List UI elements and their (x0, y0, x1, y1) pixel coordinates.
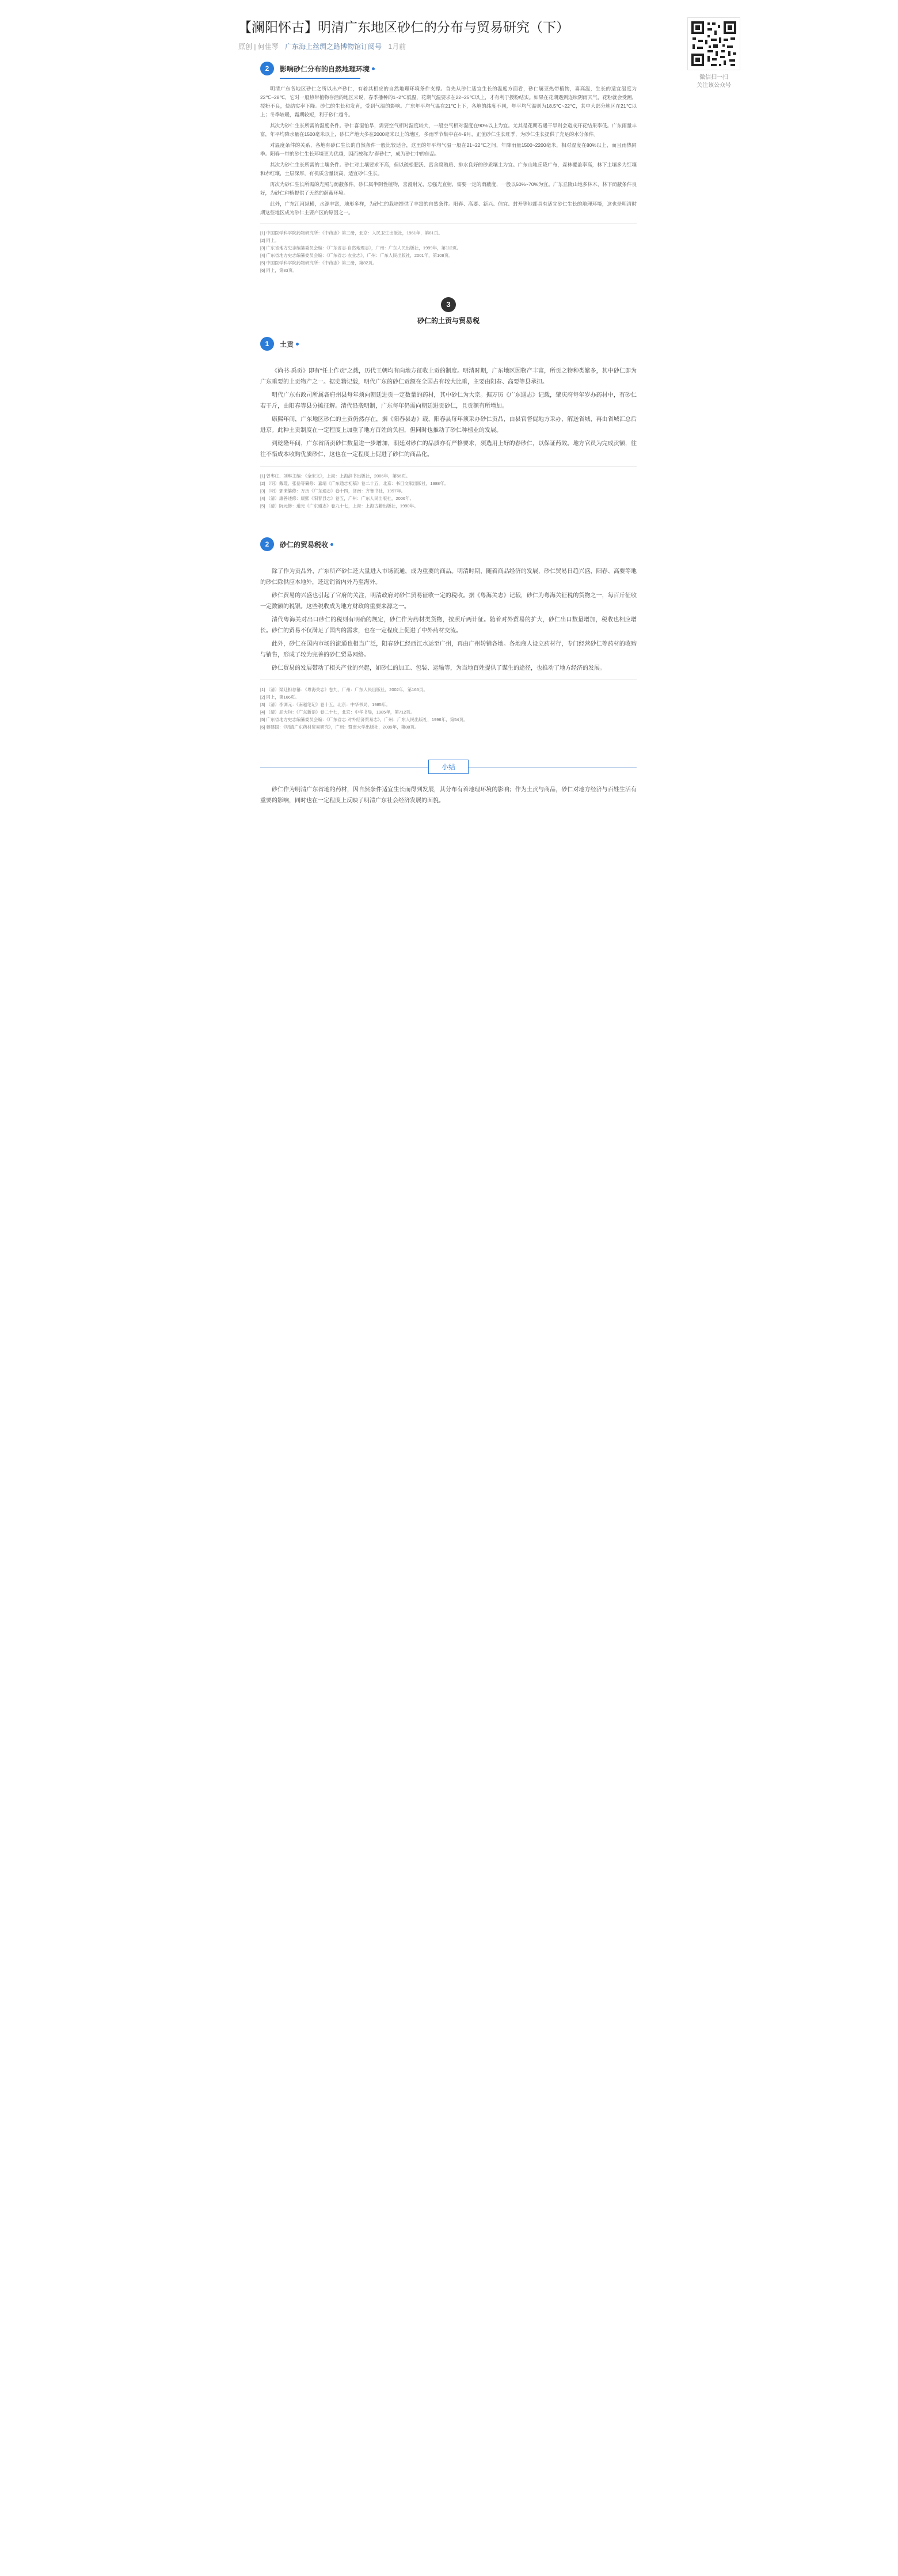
summary-paragraph: 砂仁作为明清广东省地的药材，因自然条件适宜生长而得到发展，其分布有着地理环境的影响；作为土贡与商品，砂仁对地方经济与百姓生活有重要的影响，同时也在一定程度上反映了明清广东社会经济发展的面貌。 (260, 787, 637, 804)
article-title: 【澜阳怀古】明清广东地区砂仁的分布与贸易研究（下） (238, 20, 569, 35)
article-time: 1月前 (388, 43, 406, 51)
body-paragraph: 清代粤海关对出口砂仁的税则有明确的规定，砂仁作为药材类货物，按照斤两计征。随着对外贸易的扩大，砂仁出口数量增加，税收也相应增长。砂仁的贸易不仅满足了国内的需求，也在一定程度上促进了中外药材交流。 (260, 617, 637, 634)
part-number-badge: 3 (441, 297, 456, 312)
section-number-badge: 2 (260, 62, 274, 75)
footnote: [3] 广东省地方史志编纂委员会编：《广东省志·自然地理志》，广州：广东人民出版社，1999年，第112页。 (260, 245, 462, 251)
qr-code-graphic (688, 18, 740, 70)
footnote: [5] （清）阮元修：道光《广东通志》卷九十七，上海：上海古籍出版社，1990年。 (260, 503, 418, 509)
body-paragraph: 其次为砂仁生长所需的湿度条件。砂仁喜湿怕旱，需要空气相对湿度较大，一般空气相对湿度在90%以上为宜。尤其是花期若遇干旱则会造成开花结果率低。广东雨量丰富，年平均降水量在1500毫米以上，砂仁产地大多在2000毫米以上的地区，多雨季节集中在4~9月，正值砂仁生长旺季，为砂仁生长提供了充足的水分条件。 (260, 123, 637, 137)
section-2-header (260, 62, 659, 75)
summary-header (238, 760, 659, 774)
section-title: 影响砂仁分布的自然地理环境 (280, 65, 370, 73)
body-paragraph: 明代广东布政司所属各府州县每年须向朝廷进贡一定数量的药材，其中砂仁为大宗。据万历《广东通志》记载，肇庆府每年岁办药材中，有砂仁若干斤，由阳春等县分摊征解。清代沿袭明制，广东每年仍需向朝廷进贡砂仁，且贡额有所增加。 (260, 392, 637, 409)
footnote: [1] （清）梁廷枏总纂：《粤海关志》卷九，广州：广东人民出版社，2002年，第165页。 (260, 687, 428, 692)
body-paragraph: 其次为砂仁生长所需的土壤条件。砂仁对土壤要求不高，但以疏松肥沃、富含腐殖质、排水良好的砂质壤土为宜。广东山地丘陵广布，森林覆盖率高，林下土壤多为红壤和赤红壤，土层深厚，有机质含量较高，适宜砂仁生长。 (260, 162, 637, 176)
section-2-footnotes (238, 229, 659, 274)
sub-2-header (260, 537, 659, 551)
body-paragraph: 砂仁贸易的发展带动了相关产业的兴起，如砂仁的加工、包装、运输等，为当地百姓提供了谋生的途径，也推动了地方经济的发展。 (272, 665, 606, 671)
article (238, 12, 659, 806)
body-paragraph: 此外，广东江河纵横，水源丰富，地形多样，为砂仁的栽培提供了丰富的自然条件。阳春、高要、新兴、信宜、封开等地都具有适宜砂仁生长的地理环境，这也是明清时期这些地区成为砂仁主要产区的原因之一。 (260, 201, 637, 215)
footnote: [4] （清）屈大均：《广东新语》卷二十七，北京：中华书局，1985年，第712页。 (260, 710, 415, 715)
qr-caption (686, 74, 741, 90)
footnote: [4] 广东省地方史志编纂委员会编：《广东省志·农业志》，广州：广东人民出版社，2001年，第108页。 (260, 253, 453, 258)
account-link[interactable]: 广东海上丝绸之路博物馆订阅号 (285, 43, 382, 51)
body-paragraph: 除了作为贡品外，广东所产砂仁还大量进入市场流通，成为重要的商品。明清时期，随着商品经济的发展，砂仁贸易日趋兴盛，阳春、高要等地的砂仁除供应本地外，还远销省内外乃至海外。 (260, 568, 637, 586)
footnote: [5] 中国医学科学院药物研究所：《中药志》第三册，第82页。 (260, 260, 377, 265)
qr-caption-text: 微信扫一扫 关注该公众号 (697, 74, 731, 89)
footnote: [2] （明）戴璟、张岳等纂修：嘉靖《广东通志初稿》卷二十五，北京：书目文献出版社，1988年。 (260, 481, 449, 486)
footnote: [5] 广东省地方史志编纂委员会编：《广东省志·对外经济贸易志》，广州：广东人民出版社，1996年，第54页。 (260, 717, 468, 722)
sub-2-footnotes (238, 686, 659, 731)
footnote: [1] 中国医学科学院药物研究所：《中药志》第三册，北京：人民卫生出版社，1961年，第81页。 (260, 230, 443, 236)
body-paragraph: 此外，砂仁在国内市场的流通也相当广泛，阳春砂仁经西江水运至广州，再由广州转销各地。各地商人设立药材行，专门经营砂仁等药材的收购与销售，形成了较为完善的砂仁贸易网络。 (260, 641, 637, 658)
sub-1-body (238, 366, 659, 460)
sub-number-badge: 1 (260, 337, 274, 351)
summary-label: 小结 (428, 760, 469, 774)
qr-code-icon[interactable] (687, 17, 740, 70)
footnote: [2] 同上，第166页。 (260, 695, 299, 700)
footnote: [3] （明）郭棐纂修：万历《广东通志》卷十四，济南：齐鲁书社，1997年。 (260, 488, 406, 494)
body-paragraph: 《尚书·禹贡》即有“任土作贡”之载，历代王朝均有向地方征收土贡的制度。明清时期，广东地区因物产丰富，所贡之物种类繁多，其中砂仁即为广东重要的土贡物产之一。据史籍记载，明代广东的砂仁贡额在全国占有较大比重，主要由阳春、高要等县承担。 (260, 368, 637, 385)
sub-number-badge: 2 (260, 537, 274, 551)
footnote: [6] 同上，第83页。 (260, 268, 297, 273)
sub-title: 土贡 (280, 340, 294, 348)
sub-1-header (260, 337, 659, 351)
part-title: 砂仁的土贡与贸易税 (417, 317, 480, 325)
sub-1-footnotes (238, 472, 659, 510)
body-paragraph: 对温度条件的关系，各地有砂仁生长的自然条件一般比较适合，这里的年平均气温一般在21~22℃之间，年降雨量1500~2200毫米，相对湿度在80%以上，而且雨热同季。阳春一带的砂仁生长环境更为优越，因而被称为“春砂仁”，成为砂仁中的佳品。 (260, 142, 637, 157)
footnote: [2] 同上。 (260, 238, 279, 243)
footnote: [1] 曾枣庄、刘琳主编：《全宋文》，上海：上海辞书出版社，2006年，第56页。 (260, 473, 410, 479)
footnote: [3] （清）李调元：《南越笔记》卷十五，北京：中华书局，1985年。 (260, 702, 390, 707)
body-paragraph: 明清广东各地区砂仁之所以出产砂仁，有着其相应的自然地理环境条件支撑。首先从砂仁适宜生长的温度方面看，砂仁属亚热带植物，喜高温，生长的适宜温度为22℃~28℃，它对一般热带植物存活的地区来说，春季播种的1~2℃低温，花期气温要求在22~25℃以上，才有利于授粉结实。如果在花期遇到连续阴雨天气，花粉就会受潮，授粉不良，使结实率下降。砂仁的生长和发育，受到气温的影响。广东年平均气温在21℃上下，各地的纬度不同，年平均气温则为18.5℃~22℃，其中大部分地区在21℃以上；冬季较暖，霜期较短，利于砂仁越冬。 (260, 86, 637, 117)
dot-icon (372, 67, 375, 70)
section-2-body (238, 85, 659, 217)
body-paragraph: 康熙年间，广东地区砂仁的土贡仍然存在，据《阳春县志》载，阳春县每年须采办砂仁贡品，由县官督促地方采办，解送省城，再由省城汇总后进京。此种土贡制度在一定程度上加重了地方百姓的负担，但同时也推动了砂仁种植业的发展。 (260, 416, 637, 434)
footnote: [4] （清）康善述修：康熙《阳春县志》卷五，广州：广东人民出版社，2006年。 (260, 496, 414, 501)
dot-icon (330, 543, 333, 546)
body-paragraph: 到乾隆年间，广东省所贡砂仁数量进一步增加，朝廷对砂仁的品质亦有严格要求，须选用上好的春砂仁，以保证药效。地方官员为完成贡额，往往不惜成本收购优质砂仁，这也在一定程度上促进了砂仁的商品化。 (260, 441, 637, 458)
footnote: [6] 蒋建国：《明清广东药材贸易研究》，广州：暨南大学出版社，2009年，第88页。 (260, 724, 419, 730)
qr-card (686, 17, 741, 90)
dot-icon (296, 343, 299, 346)
article-author: 原创 | 何佳琴 (238, 43, 279, 51)
part-3-header (238, 297, 659, 325)
body-paragraph: 砂仁贸易的兴盛也引起了官府的关注，明清政府对砂仁贸易征收一定的税收。据《粤海关志》记载，砂仁为粤海关征税的货物之一，每百斤征收一定数额的税银。这些税收成为地方财政的重要来源之一。 (260, 593, 637, 610)
body-paragraph: 再次为砂仁生长所需的光照与荫蔽条件。砂仁属半阴性植物，喜漫射光，忌强光直射，需要一定的荫蔽度，一般以50%~70%为宜。广东丘陵山地多林木，林下荫蔽条件良好，为砂仁种植提供了天然的荫蔽环境。 (260, 181, 637, 196)
article-meta (238, 41, 659, 51)
sub-title: 砂仁的贸易税收 (280, 540, 329, 549)
sub-2-body (238, 566, 659, 674)
